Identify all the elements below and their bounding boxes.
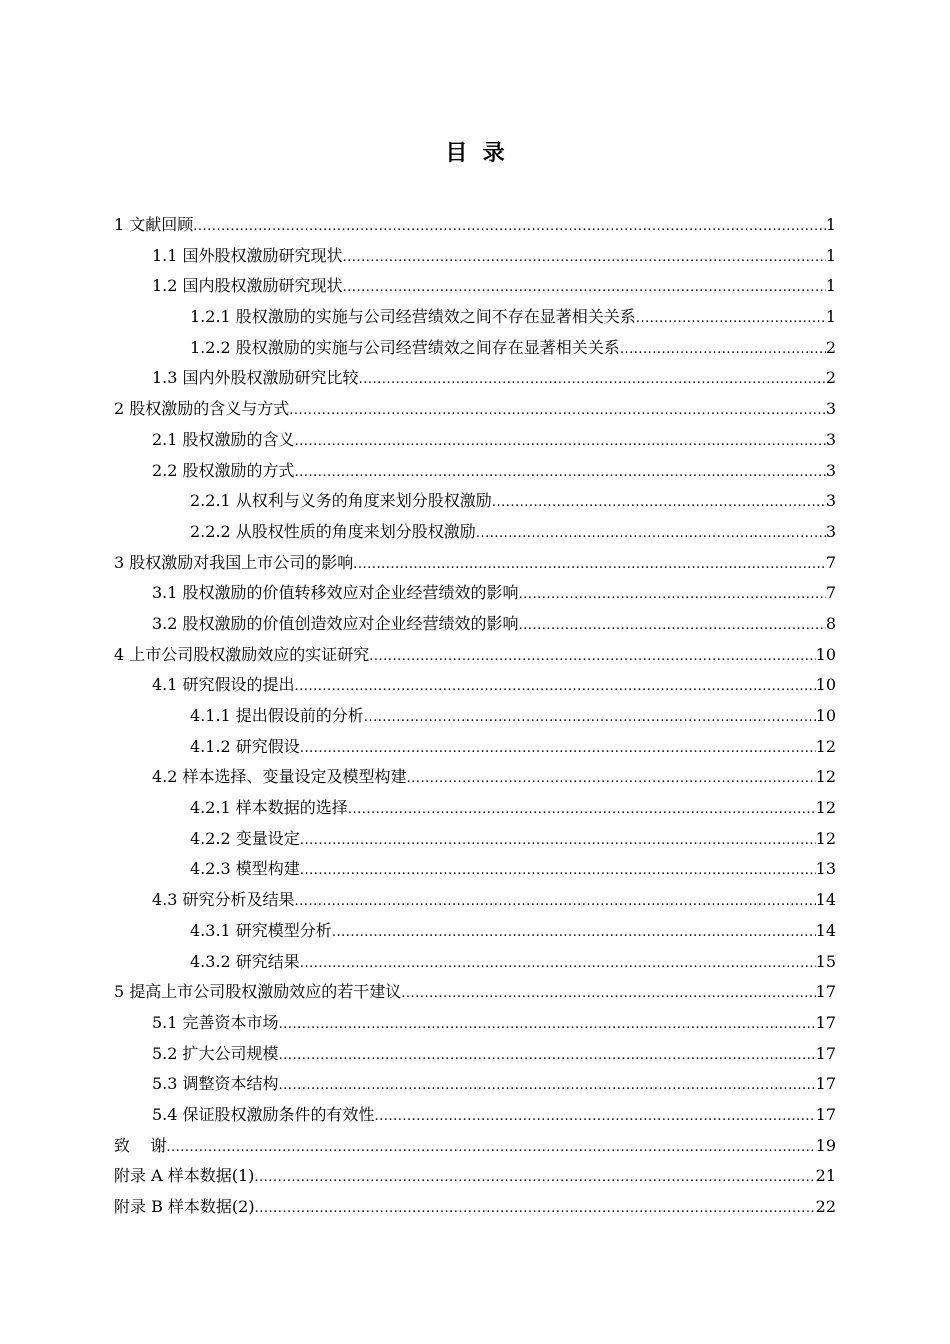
toc-entry-label: 5.2 扩大公司规模 — [152, 1043, 279, 1063]
toc-page-number: 10 — [815, 675, 836, 695]
toc-page-number: 7 — [825, 552, 836, 572]
toc-dot-leader — [364, 703, 816, 734]
toc-entry-label: 4.2.1 样本数据的选择 — [190, 798, 348, 818]
toc-entry[interactable] — [114, 1131, 836, 1162]
toc-entry[interactable] — [114, 824, 836, 855]
toc-entry[interactable] — [114, 670, 836, 701]
toc-entry-label: 5.1 完善资本市场 — [152, 1012, 279, 1032]
toc-page-number: 17 — [815, 1104, 836, 1124]
toc-entry[interactable] — [114, 425, 836, 456]
toc-entry[interactable] — [114, 762, 836, 793]
toc-page-number: 3 — [825, 491, 836, 511]
toc-entry[interactable] — [114, 1192, 836, 1223]
toc-page-number: 14 — [815, 890, 836, 910]
toc-entry-label: 1.2 国内股权激励研究现状 — [152, 276, 343, 296]
toc-page-number: 13 — [815, 859, 836, 879]
toc-dot-leader — [407, 764, 816, 795]
table-of-contents — [114, 210, 836, 1223]
toc-entry[interactable] — [114, 517, 836, 548]
toc-entry[interactable] — [114, 1100, 836, 1131]
toc-entry-label: 1.3 国内外股权激励研究比较 — [152, 368, 359, 388]
toc-page-number: 12 — [815, 736, 836, 756]
toc-entry-label: 4 上市公司股权激励效应的实证研究 — [114, 644, 370, 664]
toc-dot-leader — [279, 1010, 816, 1041]
toc-dot-leader — [353, 550, 826, 581]
toc-entry[interactable] — [114, 640, 836, 671]
toc-entry-label: 2.2 股权激励的方式 — [152, 460, 295, 480]
toc-entry-label: 4.1.1 提出假设前的分析 — [190, 706, 364, 725]
toc-entry-label: 4.3.2 研究结果 — [190, 951, 300, 971]
toc-page-number: 1 — [825, 307, 836, 327]
toc-page-number: 14 — [815, 920, 836, 940]
toc-entry[interactable] — [114, 578, 836, 609]
toc-page-number: 12 — [815, 828, 836, 848]
toc-entry-label: 1.1 国外股权激励研究现状 — [152, 245, 343, 265]
toc-entry[interactable] — [114, 885, 836, 916]
toc-dot-leader — [166, 1133, 815, 1164]
toc-dot-leader — [193, 212, 826, 243]
toc-entry-label: 4.1.2 研究假设 — [190, 736, 300, 756]
toc-dot-leader — [401, 979, 815, 1010]
toc-page-number: 3 — [825, 521, 836, 541]
toc-entry[interactable] — [114, 363, 836, 394]
toc-entry[interactable] — [114, 486, 836, 517]
toc-entry-label: 2.2.2 从股权性质的角度来划分股权激励 — [190, 521, 476, 541]
toc-entry[interactable] — [114, 456, 836, 487]
toc-dot-leader — [295, 672, 816, 703]
toc-entry[interactable] — [114, 947, 836, 978]
toc-entry[interactable] — [114, 916, 836, 947]
toc-entry-label: 5.4 保证股权激励条件的有效性 — [152, 1104, 375, 1124]
toc-page-number: 17 — [815, 1043, 836, 1063]
toc-dot-leader — [343, 243, 826, 274]
toc-dot-leader — [300, 734, 816, 765]
toc-page-number: 10 — [815, 644, 836, 664]
toc-dot-leader — [332, 918, 816, 949]
toc-dot-leader — [279, 1041, 816, 1072]
toc-dot-leader — [519, 611, 826, 642]
toc-dot-leader — [375, 1102, 816, 1133]
toc-entry[interactable] — [114, 302, 836, 333]
toc-entry-label: 3.1 股权激励的价值转移效应对企业经营绩效的影响 — [152, 583, 519, 603]
toc-entry-label: 2 股权激励的含义与方式 — [114, 399, 290, 419]
toc-page-number: 3 — [825, 399, 836, 419]
toc-page-number: 2 — [825, 368, 836, 388]
toc-page-number: 1 — [825, 215, 836, 234]
toc-entry-label: 5.3 调整资本结构 — [152, 1074, 279, 1094]
toc-entry-label: 2.2.1 从权利与义务的角度来划分股权激励 — [190, 491, 492, 511]
toc-page-number: 1 — [825, 276, 836, 296]
toc-page-number: 3 — [825, 429, 836, 449]
page-title: 目 录 — [445, 140, 505, 166]
toc-entry[interactable] — [114, 1069, 836, 1100]
toc-entry[interactable] — [114, 210, 836, 241]
toc-page-number: 10 — [815, 706, 836, 725]
toc-entry-label: 4.2.3 模型构建 — [190, 859, 300, 879]
toc-dot-leader — [300, 949, 816, 980]
toc-page-number: 2 — [825, 337, 836, 357]
toc-page-number: 12 — [815, 798, 836, 818]
toc-dot-leader — [300, 826, 816, 857]
toc-entry[interactable] — [114, 1161, 836, 1192]
toc-entry[interactable] — [114, 732, 836, 763]
toc-entry[interactable] — [114, 241, 836, 272]
toc-page-number: 17 — [815, 1012, 836, 1032]
toc-entry[interactable] — [114, 394, 836, 425]
toc-entry-label: 4.3.1 研究模型分析 — [190, 920, 332, 940]
toc-dot-leader — [620, 335, 826, 366]
toc-dot-leader — [295, 427, 826, 458]
toc-page-number: 21 — [815, 1166, 836, 1186]
toc-entry[interactable] — [114, 548, 836, 579]
toc-page-number: 17 — [815, 1074, 836, 1094]
toc-page-number: 12 — [815, 767, 836, 787]
toc-page-number: 3 — [825, 460, 836, 480]
toc-entry-label: 3 股权激励对我国上市公司的影响 — [114, 552, 354, 572]
toc-entry-label: 4.1 研究假设的提出 — [152, 675, 295, 695]
toc-dot-leader — [476, 519, 826, 550]
toc-entry-label: 附录 B 样本数据(2) — [114, 1197, 255, 1216]
toc-dot-leader — [519, 580, 826, 611]
toc-entry-label: 3.2 股权激励的价值创造效应对企业经营绩效的影响 — [152, 613, 519, 633]
toc-dot-leader — [289, 396, 826, 427]
toc-dot-leader — [343, 273, 826, 304]
toc-entry-label: 4.2.2 变量设定 — [190, 828, 300, 848]
toc-page-number: 8 — [825, 613, 836, 633]
toc-page-number: 7 — [825, 583, 836, 603]
toc-dot-leader — [359, 365, 826, 396]
toc-page-number: 22 — [815, 1197, 836, 1216]
toc-dot-leader — [636, 304, 826, 335]
toc-entry-label: 4.3 研究分析及结果 — [152, 890, 295, 910]
toc-page-number: 19 — [815, 1135, 836, 1155]
toc-entry[interactable] — [114, 271, 836, 302]
toc-entry-label: 1 文献回顾 — [114, 215, 194, 234]
toc-entry-label: 附录 A 样本数据(1) — [114, 1166, 255, 1186]
toc-dot-leader — [279, 1071, 816, 1102]
toc-entry-label: 致 谢 — [114, 1135, 167, 1155]
toc-dot-leader — [492, 488, 826, 519]
toc-entry[interactable] — [114, 977, 836, 1008]
toc-page-number: 17 — [815, 982, 836, 1002]
toc-entry-label: 4.2 样本选择、变量设定及模型构建 — [152, 767, 407, 787]
toc-dot-leader — [369, 642, 815, 673]
toc-dot-leader — [348, 795, 816, 826]
toc-dot-leader — [254, 1163, 815, 1194]
toc-entry-label: 5 提高上市公司股权激励效应的若干建议 — [114, 982, 402, 1002]
toc-entry-label: 1.2.2 股权激励的实施与公司经营绩效之间存在显著相关关系 — [190, 337, 620, 357]
toc-entry[interactable] — [114, 701, 836, 732]
toc-dot-leader — [300, 856, 816, 887]
toc-entry-label: 2.1 股权激励的含义 — [152, 429, 295, 449]
toc-dot-leader — [295, 887, 816, 918]
toc-page-number: 1 — [825, 245, 836, 265]
toc-dot-leader — [295, 458, 826, 489]
toc-dot-leader — [255, 1194, 816, 1225]
toc-entry[interactable] — [114, 793, 836, 824]
toc-entry[interactable] — [114, 1008, 836, 1039]
toc-entry[interactable] — [114, 609, 836, 640]
toc-page-number: 15 — [815, 951, 836, 971]
toc-entry[interactable] — [114, 333, 836, 364]
toc-entry[interactable] — [114, 854, 836, 885]
toc-entry[interactable] — [114, 1039, 836, 1070]
toc-entry-label: 1.2.1 股权激励的实施与公司经营绩效之间不存在显著相关关系 — [190, 307, 636, 327]
